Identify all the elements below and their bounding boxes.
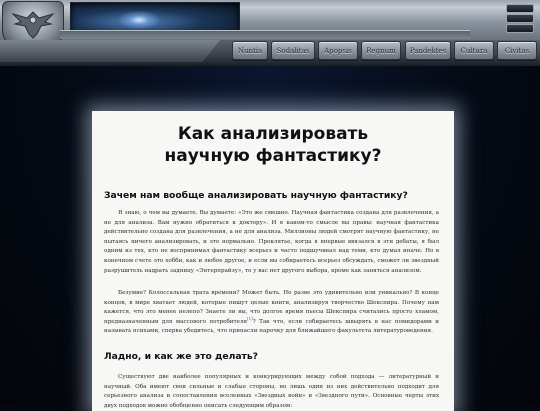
article-paragraph-2: Безумие? Колоссальная трата времени? Может быть. Но разве это удивительно или уникально? В конце концов, в мире хватает людей, которые пишут целые книги, анализируя творчество Шекспира. Почему нам кажется, что это менее нелепо? Знаете ли вы, что долгое время пьесы Шекспира считались просто хламом, предназначенным для массового потребителя[1]? Так что, если собираетесь швырять в нас помидорами и называть психами, сперва убедитесь, что припасли парочку для ближайшего факультета литературоведения. (104, 290, 439, 335)
nav-item-sodalitas[interactable]: Sodalitas (271, 41, 315, 60)
nav-item-apopsis[interactable]: Apopsis (318, 41, 358, 60)
header-bar (0, 0, 540, 41)
article-panel (92, 111, 454, 411)
footnote-link[interactable]: [1] (247, 315, 253, 321)
header-control-1 (506, 4, 534, 13)
nav-item-cultura[interactable]: Cultura (454, 41, 494, 60)
nav-item-regnum[interactable]: Regnum (361, 41, 401, 60)
section-heading-why: Зачем нам вообще анализировать научную фантастику? (104, 190, 408, 201)
article-paragraph-1: Я знаю, о чем вы думаете. Вы думаете: «Это же смешно. Научная фантастика создана для развлечения, а не для анализа. Вам нужно обратиться к доктору». И в каком-то смысле вы правы: научная фантастика действительно создана для развлечения, а не для анализа. Миллионы людей смотрят научную фантастику, не пытаясь ничего анализировать, и это нормально. Проклятье, когда я впервые ввязался в эти дебаты, я был одним из тех, кто не воспринимал фантастику всерьез и часто подшучивал над теми, кто думал иначе. Но в конечном счете это хобби, как и любое другое, и если вы собираетесь всерьез обсуждать, сможет ли звездный разрушитель надрать задницу «Энтерпрайзу», то у вас нет другого выбора, кроме как заняться анализом. (104, 210, 439, 274)
section-heading-how: Ладно, и как же это делать? (104, 351, 259, 362)
header-control-3 (506, 24, 534, 33)
header-banner-screen (70, 2, 240, 38)
nav-item-nuntia[interactable]: Nuntia (232, 41, 268, 60)
article-title: Как анализировать научную фантастику? (164, 124, 382, 166)
nav-item-civitas[interactable]: Civitas (497, 41, 537, 60)
article-paragraph-3: Существуют две наиболее популярных и конкурирующих между собой подхода — литературный и научный. Оба имеют свои сильные и слабые стороны, но лишь один из них действительно подходит для серьезного анализа и сопоставления вселенных «Звездных войн» и «Звездного пути». Основные черты этих двух подходов можно обобщенно описать следующим образом: (104, 374, 439, 409)
header-control-2 (506, 14, 534, 23)
nav-item-pandektes[interactable]: Pandektes (405, 41, 451, 60)
